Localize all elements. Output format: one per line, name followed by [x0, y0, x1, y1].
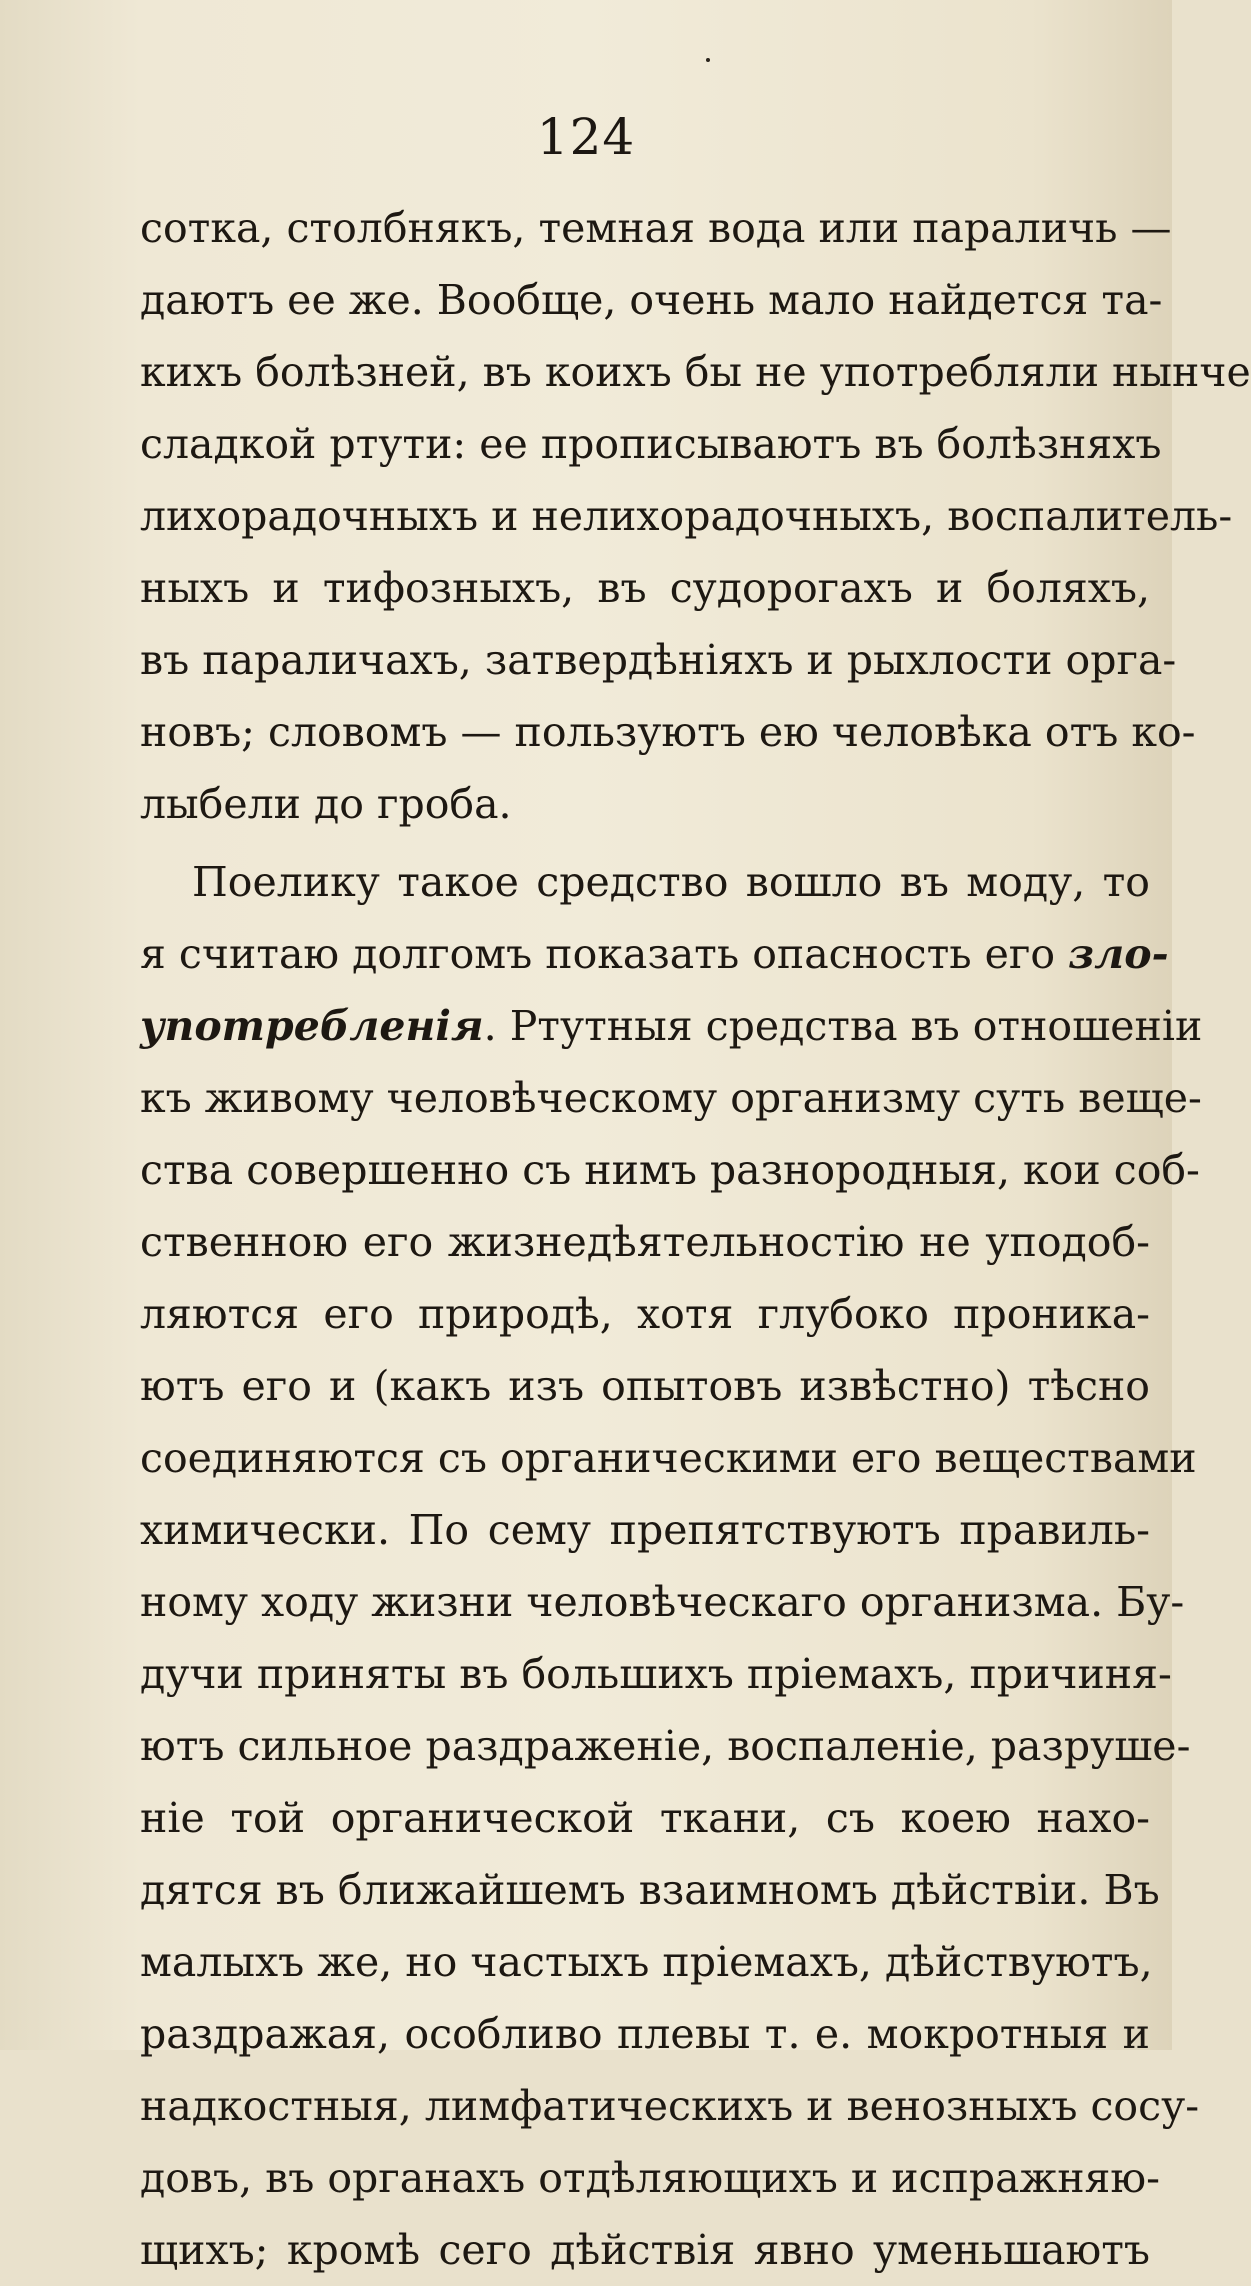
line-text: я считаю долгомъ показать опасность его [140, 930, 1069, 978]
text-line [140, 1134, 1200, 1206]
line-text: кихъ болѣзней, въ коихъ бы не употребляли нынче [140, 348, 1251, 396]
text-line [140, 1494, 1150, 1566]
page-number: 124 [536, 108, 636, 166]
line-text: малыхъ же, но частыхъ пріемахъ, дѣйствуютъ, [140, 1938, 1153, 1986]
line-text: ютъ сильное раздраженіе, воспаленіе, разруше- [140, 1722, 1191, 1770]
emphasized-word: употребленія [140, 1002, 484, 1050]
ink-speck [706, 58, 710, 62]
paragraph-start-line [140, 846, 1150, 918]
text-line [140, 918, 1169, 990]
line-text: даютъ ее же. Вообще, очень мало найдется та- [140, 276, 1163, 324]
text-line [140, 1926, 1153, 1998]
line-text: щихъ; кромѣ сего дѣйствія явно уменьшаютъ [140, 2226, 1150, 2274]
line-text: ютъ его и (какъ изъ опытовъ извѣстно) тѣсно [140, 1362, 1150, 1410]
line-text: ственною его жизнедѣятельностію не уподоб- [140, 1218, 1150, 1266]
text-line [140, 408, 1162, 480]
text-line [140, 1638, 1172, 1710]
text-line [140, 1566, 1185, 1638]
line-text: сотка, столбнякъ, темная вода или параличь — [140, 204, 1172, 252]
line-text: новъ; словомъ — пользуютъ ею человѣка отъ ко- [140, 708, 1196, 756]
text-line [140, 1782, 1150, 1854]
line-text: соединяются съ органическими его веществами [140, 1434, 1197, 1482]
text-line [140, 1206, 1150, 1278]
line-text: лыбели до гроба. [140, 780, 512, 828]
line-text: довъ, въ органахъ отдѣляющихъ и испражняю- [140, 2154, 1160, 2202]
text-line [140, 1062, 1202, 1134]
line-text: ному ходу жизни человѣческаго организма. Бу- [140, 1578, 1185, 1626]
line-text: лихорадочныхъ и нелихорадочныхъ, воспалитель- [140, 492, 1233, 540]
line-text: раздражая, особливо плевы т. е. мокротныя и [140, 2010, 1150, 2058]
text-line [140, 1278, 1150, 1350]
text-line [140, 552, 1150, 624]
text-line [140, 2070, 1200, 2142]
line-text: ныхъ и тифозныхъ, въ судорогахъ и боляхъ, [140, 564, 1150, 612]
line-text: дучи приняты въ большихъ пріемахъ, причиня- [140, 1650, 1172, 1698]
line-text: сладкой ртути: ее прописываютъ въ болѣзняхъ [140, 420, 1162, 468]
text-line [140, 990, 1203, 1062]
text-line [140, 1854, 1160, 1926]
line-text: къ живому человѣческому организму суть веще- [140, 1074, 1202, 1122]
line-text: ніе той органической ткани, съ коею нахо- [140, 1794, 1150, 1842]
line-text: въ параличахъ, затвердѣніяхъ и рыхлости орга- [140, 636, 1177, 684]
line-text: химически. По сему препятствуютъ правиль- [140, 1506, 1150, 1554]
body-text [140, 192, 1251, 2286]
paragraph-end-line [140, 768, 1150, 840]
text-line [140, 336, 1251, 408]
text-line [140, 1710, 1191, 1782]
line-text: ляются его природѣ, хотя глубоко проника- [140, 1290, 1150, 1338]
line-text: Поелику такое средство вошло въ моду, то [192, 858, 1150, 906]
text-line [140, 2214, 1150, 2286]
line-text: ства совершенно съ нимъ разнородныя, кои соб- [140, 1146, 1200, 1194]
text-line [140, 1350, 1150, 1422]
text-line [140, 696, 1196, 768]
text-line [140, 1998, 1150, 2070]
text-line [140, 2142, 1160, 2214]
text-line [140, 264, 1163, 336]
line-text: дятся въ ближайшемъ взаимномъ дѣйствіи. Въ [140, 1866, 1160, 1914]
text-line [140, 192, 1172, 264]
text-line [140, 480, 1233, 552]
emphasized-word: зло- [1068, 930, 1169, 978]
text-line [140, 624, 1177, 696]
line-text: . Ртутныя средства въ отношеніи [483, 1002, 1203, 1050]
text-line [140, 1422, 1197, 1494]
line-text: надкостныя, лимфатическихъ и венозныхъ сосу- [140, 2082, 1200, 2130]
